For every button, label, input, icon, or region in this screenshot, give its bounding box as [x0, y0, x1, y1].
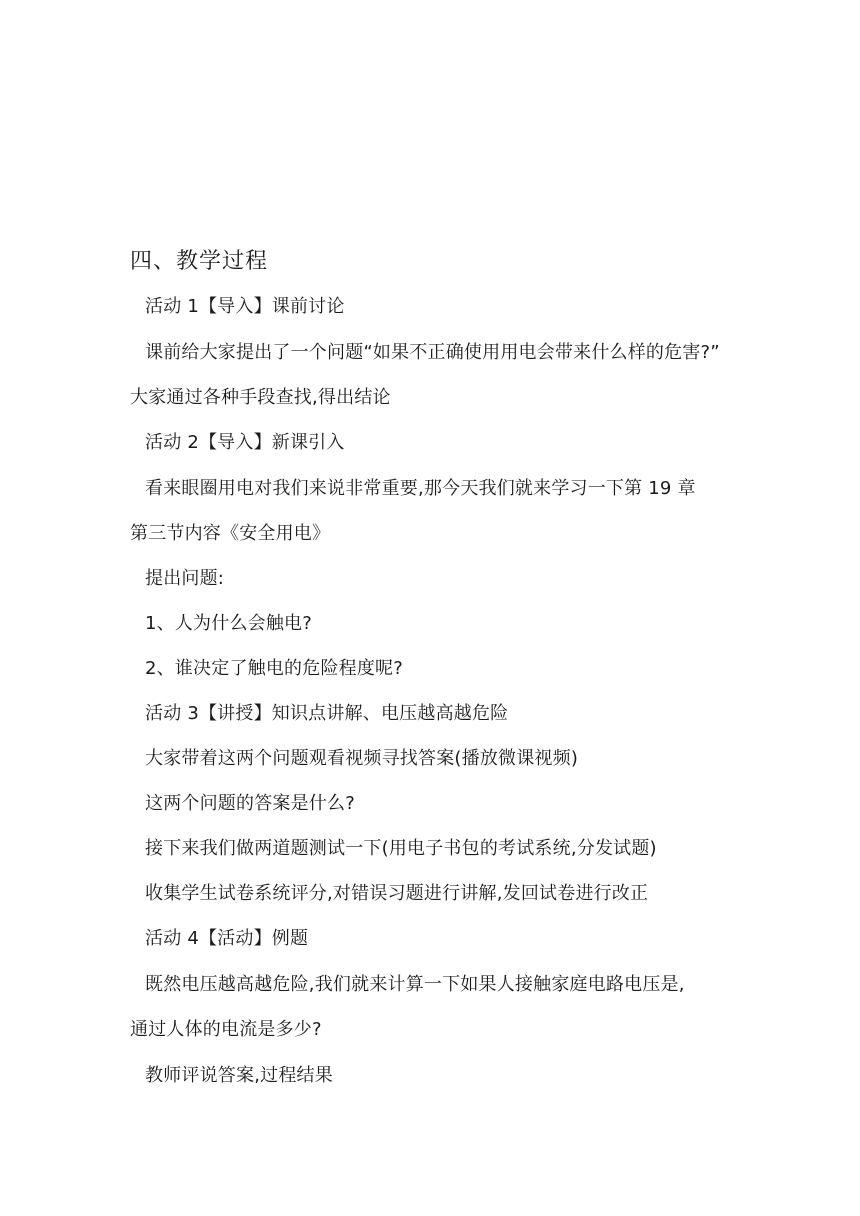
paragraph-line: 接下来我们做两道题测试一下(用电子书包的考试系统,分发试题): [145, 838, 657, 859]
paragraph-line: 第三节内容《安全用电》: [130, 523, 331, 544]
paragraph-line: 教师评说答案,过程结果: [145, 1065, 333, 1086]
activity-1-title: 活动 1【导入】课前讨论: [145, 296, 345, 317]
activity-4-title: 活动 4【活动】例题: [145, 928, 309, 949]
activity-3-title: 活动 3【讲授】知识点讲解、电压越高越危险: [145, 703, 509, 724]
paragraph-line: 大家通过各种手段查找,得出结论: [130, 387, 391, 408]
paragraph-line: 既然电压越高越危险,我们就来计算一下如果人接触家庭电路电压是,: [145, 974, 685, 995]
paragraph-line: 收集学生试卷系统评分,对错误习题进行讲解,发回试卷进行改正: [145, 883, 649, 904]
paragraph-line: 课前给大家提出了一个问题“如果不正确使用用电会带来什么样的危害?”: [145, 342, 720, 363]
section-heading: 四、教学过程: [130, 249, 269, 274]
question-item: 1、人为什么会触电?: [145, 613, 313, 634]
paragraph-line: 通过人体的电流是多少?: [130, 1019, 322, 1040]
paragraph-line: 提出问题:: [145, 568, 225, 589]
question-item: 2、谁决定了触电的危险程度呢?: [145, 658, 404, 679]
paragraph-line: 大家带着这两个问题观看视频寻找答案(播放微课视频): [145, 748, 579, 769]
paragraph-line: 这两个问题的答案是什么?: [145, 793, 355, 814]
paragraph-line: 看来眼圈用电对我们来说非常重要,那今天我们就来学习一下第 19 章: [145, 478, 696, 499]
activity-2-title: 活动 2【导入】新课引入: [145, 432, 345, 453]
